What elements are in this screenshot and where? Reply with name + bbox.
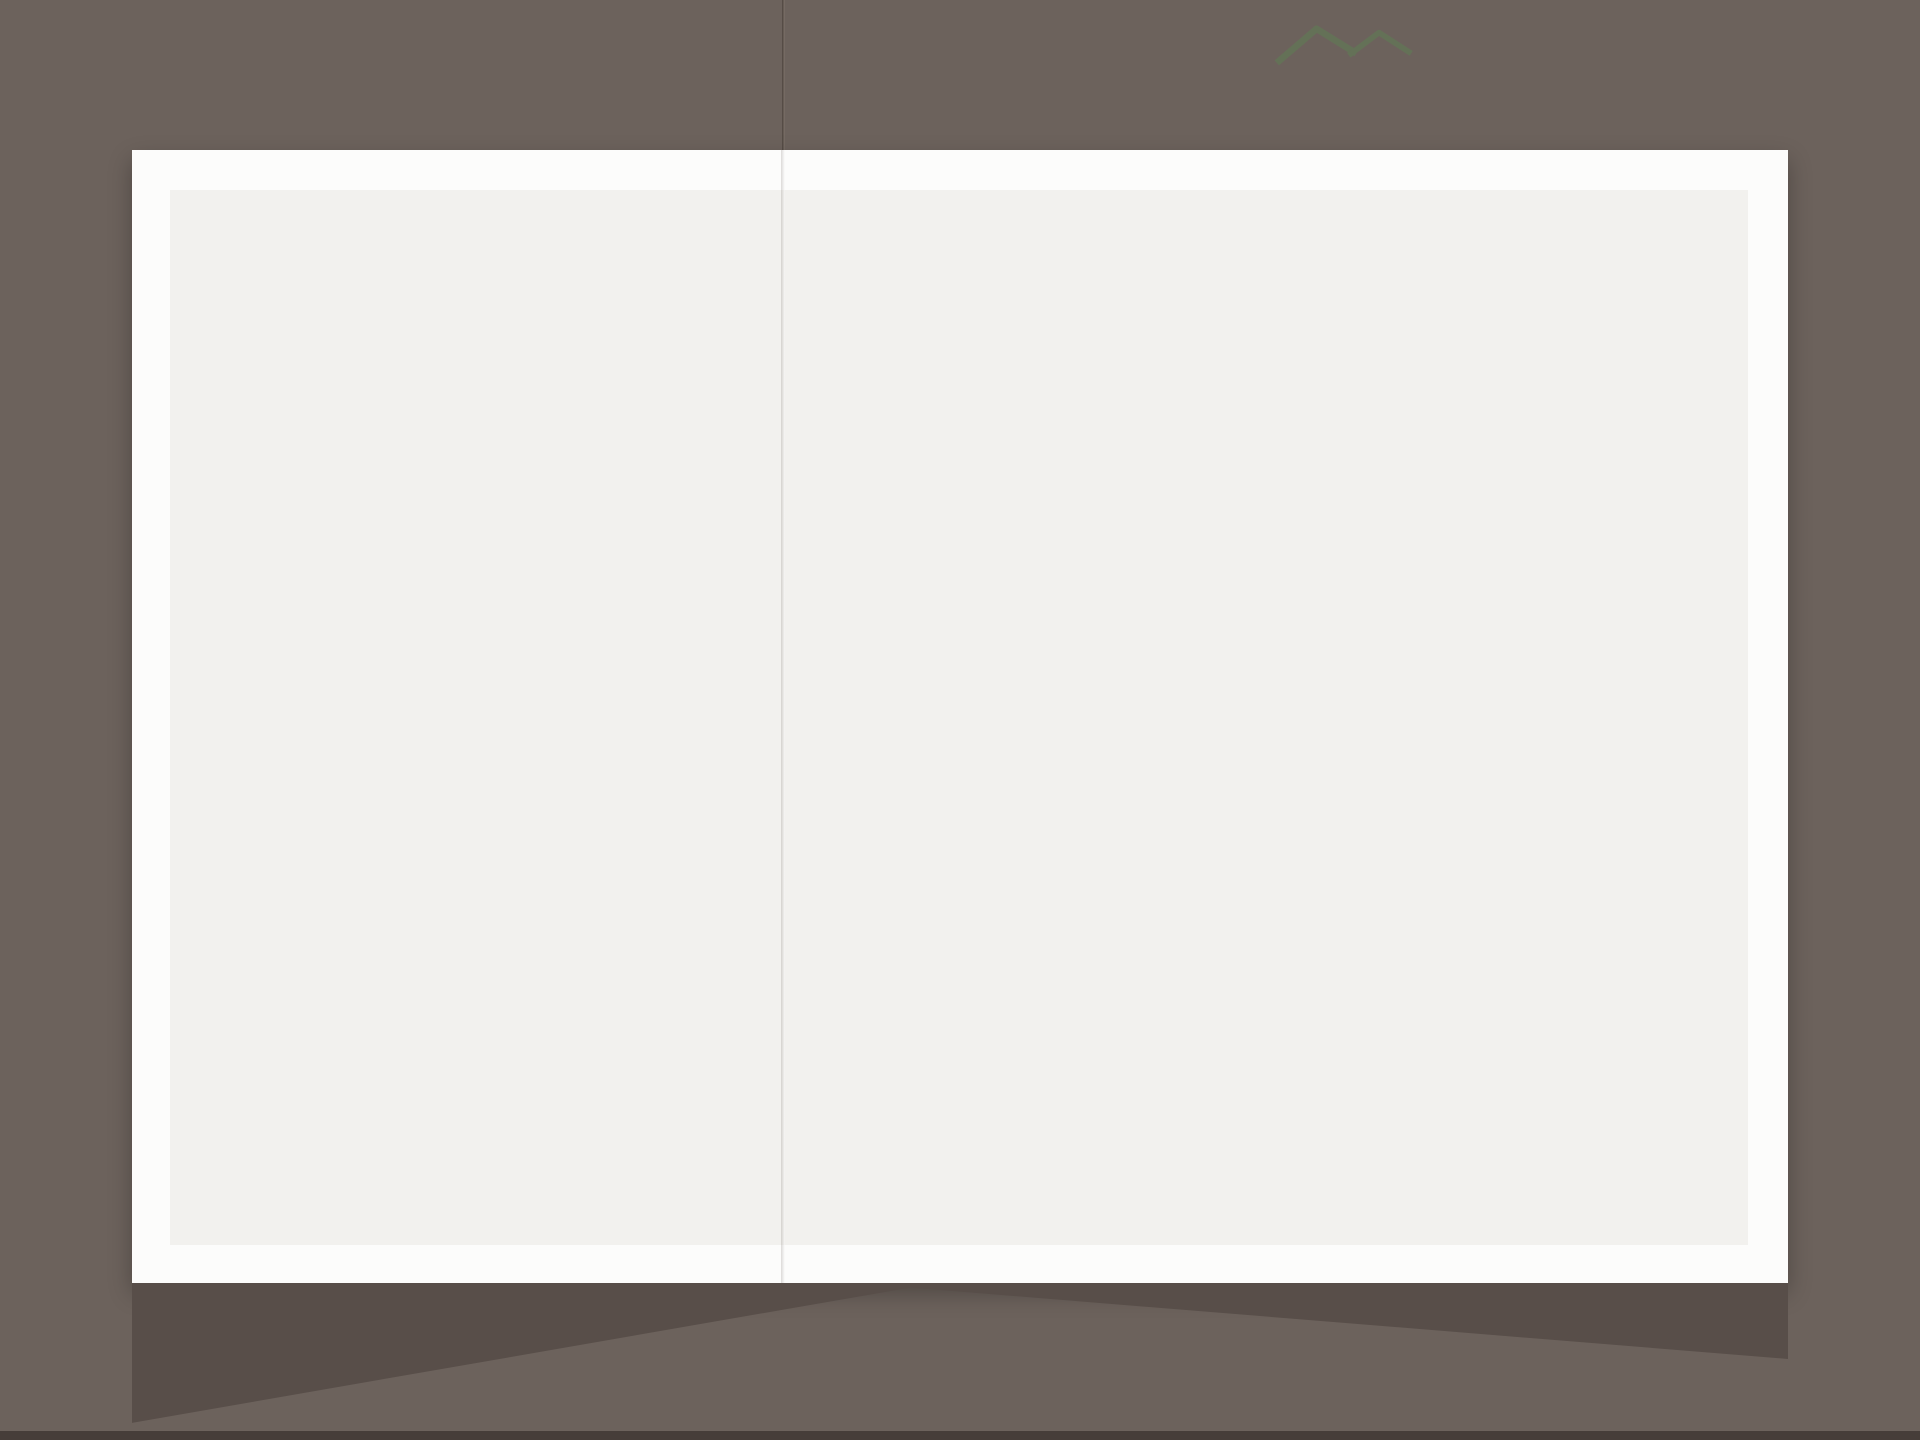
bottom-edge-line bbox=[0, 1431, 1920, 1440]
tower-a-ground-caption bbox=[160, 1125, 445, 1135]
tower-a-section bbox=[132, 150, 942, 1283]
tower-b-ground-caption bbox=[813, 1125, 1098, 1135]
brochure-page bbox=[132, 150, 1788, 1283]
tower-b-first-floor-plan bbox=[1369, 422, 1739, 1052]
tower-a-first-floor-plan bbox=[564, 422, 934, 1052]
bottom-ribbon bbox=[132, 1283, 1788, 1435]
tower-b-section bbox=[937, 150, 1747, 1283]
brochure-fold-line bbox=[782, 0, 785, 152]
tower-b-first-caption bbox=[1117, 1125, 1402, 1135]
tower-b-ground-floor-plan bbox=[953, 450, 1351, 1085]
tower-a-first-caption bbox=[482, 1125, 767, 1135]
tower-a-ground-floor-plan bbox=[148, 450, 546, 1085]
roof-icon bbox=[1273, 20, 1415, 66]
